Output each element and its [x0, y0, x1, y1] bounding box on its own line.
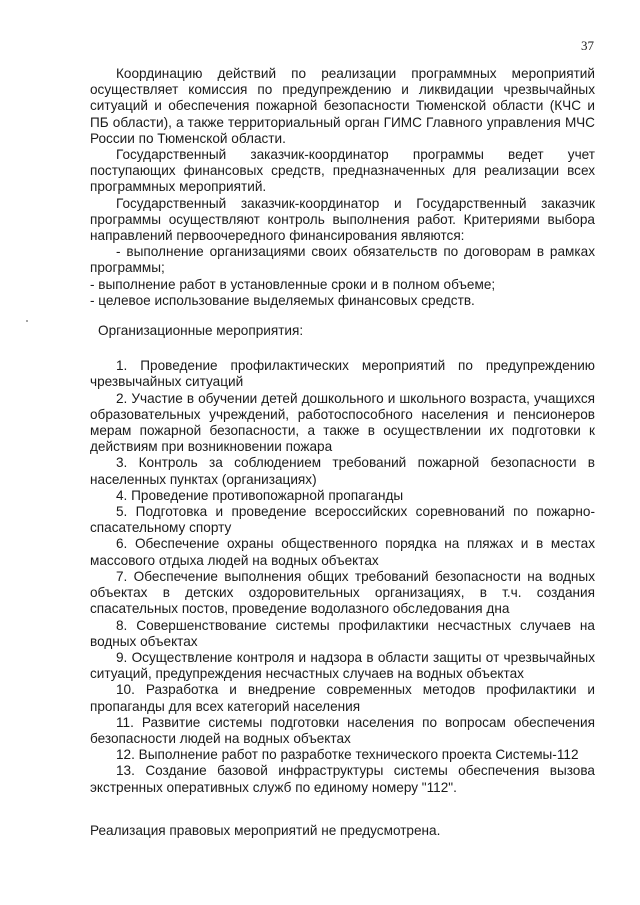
list-item: 5. Подготовка и проведение всероссийских соревнований по пожарно-спасательному спорту	[90, 504, 595, 536]
list-item: 8. Совершенствование системы профилактики несчастных случаев на водных объектах	[90, 617, 595, 649]
paragraph-coordination: Координацию действий по реализации программных мероприятий осуществляет комиссия по предупреждению и ликвидации чрезвычайных ситуаций и обеспечения пожарной безопасности Тюменской области (КЧС и ПБ области), а также территориальный орган ГИМС Главного управления МЧС России по Тюменской области.	[90, 66, 595, 146]
list-item: 2. Участие в обучении детей дошкольного и школьного возраста, учащихся образовательных учреждений, работоспособного населения и пенсионеров мерам пожарной безопасности, а также в осуществлении их подготовки к действиям при возникновении пожара	[90, 390, 595, 455]
closing-statement: Реализация правовых мероприятий не предусмотрена.	[90, 822, 441, 838]
section-title: Организационные мероприятия:	[98, 323, 304, 339]
paragraph-control: Государственный заказчик-координатор и Государственный заказчик программы осуществляют контроль выполнения работ. Критериями выбора направлений первоочередного финансирования являются:	[90, 195, 595, 244]
list-item: 4. Проведение противопожарной пропаганды	[116, 487, 404, 503]
bullet-item: - целевое использование выделяемых финансовых средств.	[90, 292, 475, 308]
list-item: 9. Осуществление контроля и надзора в области защиты от чрезвычайных ситуаций, предупреждения несчастных случаев на водных объектах	[90, 649, 595, 682]
list-item: 11. Развитие системы подготовки населения по вопросам обеспечения безопасности людей на водных объектах	[90, 714, 595, 746]
list-item: 10. Разработка и внедрение современных методов профилактики и пропаганды для всех категорий населения	[90, 682, 595, 714]
list-item: 12. Выполнение работ по разработке технического проекта Системы-112	[116, 747, 579, 763]
list-item: 7. Обеспечение выполнения общих требований безопасности на водных объектах в детских оздоровительных организациях, в т.ч. создания спасательных постов, проведение водолазного обследования дна	[90, 568, 595, 617]
bullet-item: - выполнение работ в установленные сроки и в полном объеме;	[90, 276, 496, 292]
list-item: 6. Обеспечение охраны общественного порядка на пляжах и в местах массового отдыха людей на водных объектах	[90, 536, 595, 568]
page-number: 37	[581, 38, 594, 53]
bullet-item: - выполнение организациями своих обязательств по договорам в рамках программы;	[90, 244, 595, 276]
document-body	[90, 66, 595, 839]
list-item: 3. Контроль за соблюдением требований пожарной безопасности в населенных пунктах (организациях)	[90, 455, 595, 487]
paragraph-accounting: Государственный заказчик-координатор программы ведет учет поступающих финансовых средств, предназначенных для реализации всех программных мероприятий.	[90, 147, 595, 195]
list-item: 13. Создание базовой инфраструктуры системы обеспечения вызова экстренных оперативных служб по единому номеру "112".	[90, 763, 595, 795]
scan-speck	[26, 320, 28, 322]
list-item: 1. Проведение профилактических мероприятий по предупреждению чрезвычайных ситуаций	[90, 358, 595, 390]
